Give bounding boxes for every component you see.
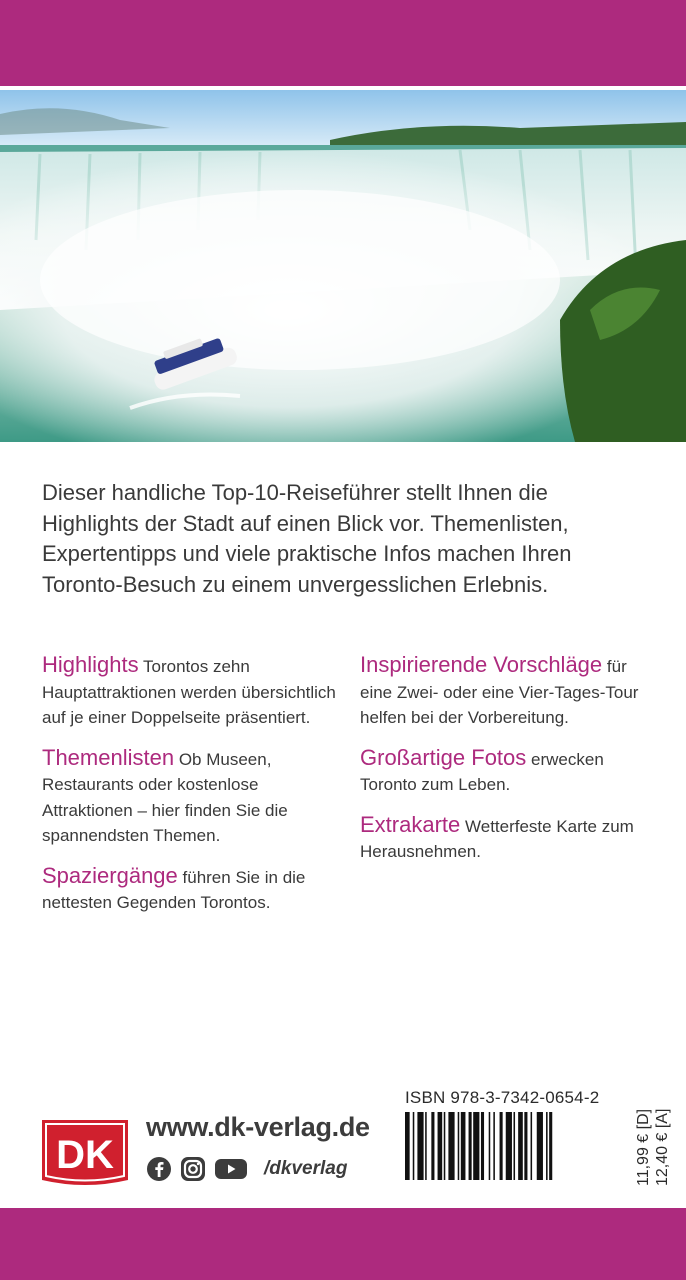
feature-themenlisten: [42, 745, 347, 849]
feature-heading: Extrakarte: [360, 811, 461, 837]
feature-heading: Inspirierende Vorschläge: [360, 652, 603, 677]
barcode-bar: [458, 1112, 460, 1180]
instagram-icon[interactable]: [180, 1156, 206, 1182]
social-handle: /dkverlag: [264, 1158, 348, 1179]
feature-text: Ob Museen, Restaurants oder kostenlose Attraktionen – hier finden Sie die spannendsten Themen.: [42, 749, 288, 845]
feature-text: führen Sie in die nettesten Gegenden Torontos.: [42, 867, 306, 912]
barcode-bar: [469, 1112, 472, 1180]
barcode-bar: [531, 1112, 533, 1180]
barcode-bar: [481, 1112, 484, 1180]
facebook-icon[interactable]: [146, 1156, 172, 1182]
cover-photo-waterfall: [0, 90, 686, 442]
feature-text: für eine Zwei- oder eine Vier-Tages-Tour helfen bei der Vorbereitung.: [360, 657, 639, 727]
barcode-bar: [506, 1112, 512, 1180]
barcode-bar: [489, 1112, 491, 1180]
barcode-bar: [549, 1112, 552, 1180]
feature-spaziergaenge: [42, 863, 347, 916]
price-block: [634, 1092, 674, 1186]
feature-text: Torontos zehn Hauptattraktionen werden übersichtlich auf je einer Doppelseite präsentiert.: [42, 657, 336, 727]
barcode-bar: [500, 1112, 503, 1180]
price-germany: 11,99 € [D]: [635, 1108, 652, 1186]
barcode-bar: [425, 1112, 427, 1180]
feature-text: Wetterfeste Karte zum Herausnehmen.: [360, 816, 634, 861]
social-links: [146, 1156, 347, 1182]
bottom-color-band: [0, 1208, 686, 1280]
feature-vorschlaege: [360, 652, 660, 731]
feature-heading: Großartige Fotos: [360, 744, 527, 770]
barcode-bar: [417, 1112, 423, 1180]
feature-heading: Spaziergänge: [42, 862, 178, 888]
isbn-number: ISBN 978-3-7342-0654-2: [405, 1088, 600, 1107]
website-link[interactable]: www.dk-verlag.de: [146, 1112, 370, 1142]
barcode-bar: [405, 1112, 410, 1180]
barcode-bar: [448, 1112, 454, 1180]
feature-heading: Themenlisten: [42, 744, 175, 770]
feature-highlights: [42, 652, 347, 731]
top-color-band: [0, 0, 686, 86]
feature-fotos: [360, 745, 660, 798]
barcode-bar: [413, 1112, 415, 1180]
price-austria: 12,40 € [A]: [654, 1108, 671, 1186]
intro-text: Dieser handliche Top-10-Reiseführer stellt Ihnen die Highlights der Stadt auf einen Blick vor. Themenlisten, Expertentipps und viele praktische Infos machen Ihren Toronto-Besuch zu einem unvergesslichen Erlebnis.: [42, 480, 572, 597]
youtube-icon[interactable]: [214, 1156, 248, 1182]
features-left-column: [42, 652, 347, 930]
barcode-bar: [431, 1112, 434, 1180]
feature-extrakarte: [360, 812, 660, 865]
dk-logo: [40, 1118, 130, 1190]
barcode-bar: [444, 1112, 446, 1180]
barcode-bar: [461, 1112, 466, 1180]
features-right-column: [360, 652, 660, 879]
feature-text: erwecken Toronto zum Leben.: [360, 749, 604, 794]
barcode-bar: [537, 1112, 543, 1180]
barcode-bar: [493, 1112, 495, 1180]
barcode-bar: [518, 1112, 523, 1180]
barcode-bar: [546, 1112, 548, 1180]
dk-logo-text: DK: [56, 1133, 114, 1177]
barcode-bar: [473, 1112, 479, 1180]
feature-heading: Highlights: [42, 652, 139, 677]
barcode: [405, 1112, 627, 1180]
barcode-bar: [514, 1112, 516, 1180]
barcode-bar: [524, 1112, 527, 1180]
barcode-bar: [438, 1112, 443, 1180]
